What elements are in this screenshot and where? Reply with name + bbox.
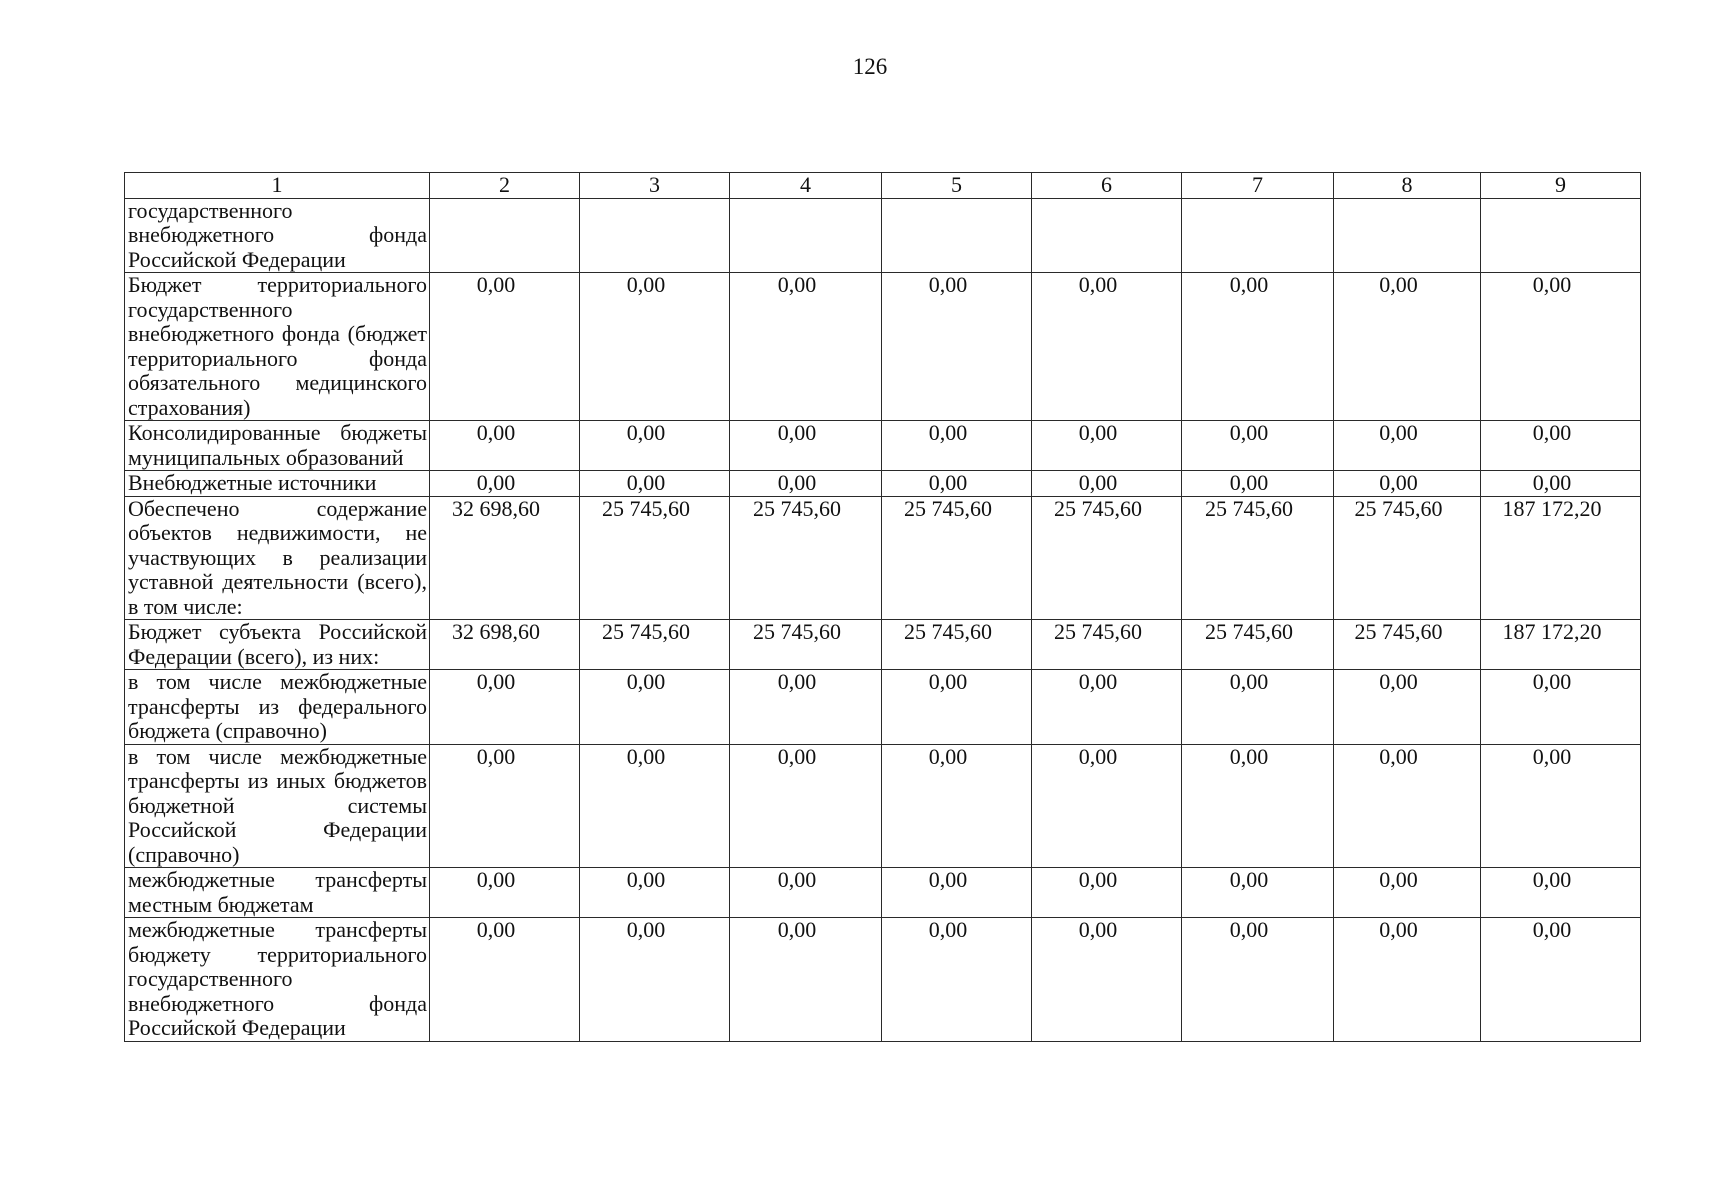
budget-table-body	[125, 173, 1641, 1042]
value-cell: 0,00	[430, 918, 580, 1042]
value-cell	[1182, 198, 1334, 273]
value-cell: 0,00	[730, 744, 882, 868]
row-label: Обеспечено содержание объектов недвижимости, не участвующих в реализации уставной деятельности (всего), в том числе:	[125, 496, 430, 620]
value-cell: 0,00	[1032, 744, 1182, 868]
value-cell: 0,00	[730, 421, 882, 471]
column-number: 5	[882, 173, 1032, 199]
value-cell	[430, 198, 580, 273]
value-cell: 25 745,60	[1334, 496, 1481, 620]
table-row	[125, 670, 1641, 745]
value-cell: 0,00	[430, 421, 580, 471]
value-cell: 0,00	[730, 868, 882, 918]
value-cell	[580, 198, 730, 273]
value-cell: 187 172,20	[1481, 496, 1641, 620]
value-cell: 0,00	[1182, 471, 1334, 497]
value-cell: 0,00	[882, 471, 1032, 497]
value-cell: 32 698,60	[430, 620, 580, 670]
value-cell: 0,00	[1182, 918, 1334, 1042]
table-row	[125, 496, 1641, 620]
value-cell: 0,00	[580, 471, 730, 497]
table-row	[125, 918, 1641, 1042]
budget-table	[124, 172, 1641, 1042]
value-cell: 0,00	[580, 918, 730, 1042]
value-cell: 0,00	[1182, 868, 1334, 918]
value-cell	[1481, 198, 1641, 273]
value-cell: 0,00	[580, 868, 730, 918]
value-cell: 0,00	[430, 471, 580, 497]
table-row	[125, 273, 1641, 421]
value-cell: 0,00	[882, 421, 1032, 471]
column-number: 9	[1481, 173, 1641, 199]
value-cell: 0,00	[1481, 918, 1641, 1042]
table-row	[125, 620, 1641, 670]
row-label: межбюджетные трансферты местным бюджетам	[125, 868, 430, 918]
value-cell: 0,00	[882, 744, 1032, 868]
value-cell: 25 745,60	[730, 620, 882, 670]
table-row	[125, 868, 1641, 918]
page-number: 126	[852, 54, 888, 79]
value-cell: 0,00	[1182, 670, 1334, 745]
table-row	[125, 198, 1641, 273]
value-cell: 25 745,60	[1182, 620, 1334, 670]
value-cell: 0,00	[580, 421, 730, 471]
value-cell: 0,00	[730, 273, 882, 421]
value-cell: 0,00	[430, 868, 580, 918]
value-cell	[1032, 198, 1182, 273]
table-row	[125, 421, 1641, 471]
value-cell: 0,00	[580, 744, 730, 868]
value-cell: 0,00	[1182, 744, 1334, 868]
value-cell: 25 745,60	[730, 496, 882, 620]
value-cell: 25 745,60	[882, 620, 1032, 670]
value-cell: 0,00	[430, 670, 580, 745]
value-cell: 0,00	[1334, 471, 1481, 497]
value-cell: 0,00	[1334, 918, 1481, 1042]
column-number: 6	[1032, 173, 1182, 199]
row-label: в том числе межбюджетные трансферты из федерального бюджета (справочно)	[125, 670, 430, 745]
value-cell: 25 745,60	[580, 620, 730, 670]
value-cell: 0,00	[1481, 744, 1641, 868]
value-cell: 25 745,60	[1334, 620, 1481, 670]
value-cell: 0,00	[730, 670, 882, 745]
value-cell: 0,00	[882, 670, 1032, 745]
value-cell: 25 745,60	[580, 496, 730, 620]
row-label: Консолидированные бюджеты муниципальных образований	[125, 421, 430, 471]
value-cell: 0,00	[1032, 421, 1182, 471]
value-cell: 0,00	[1481, 273, 1641, 421]
column-number: 3	[580, 173, 730, 199]
value-cell: 25 745,60	[1032, 496, 1182, 620]
value-cell: 0,00	[1334, 744, 1481, 868]
row-label: государственного внебюджетного фонда Российской Федерации	[125, 198, 430, 273]
value-cell	[882, 198, 1032, 273]
value-cell: 0,00	[1334, 421, 1481, 471]
value-cell: 32 698,60	[430, 496, 580, 620]
value-cell: 0,00	[1182, 421, 1334, 471]
row-label: межбюджетные трансферты бюджету территориального государственного внебюджетного фонда Российской Федерации	[125, 918, 430, 1042]
value-cell: 0,00	[580, 273, 730, 421]
column-number: 2	[430, 173, 580, 199]
value-cell: 0,00	[1481, 421, 1641, 471]
value-cell: 0,00	[882, 868, 1032, 918]
value-cell: 0,00	[1032, 670, 1182, 745]
value-cell: 0,00	[730, 471, 882, 497]
row-label: в том числе межбюджетные трансферты из иных бюджетов бюджетной системы Российской Федерации (справочно)	[125, 744, 430, 868]
row-label: Бюджет субъекта Российской Федерации (всего), из них:	[125, 620, 430, 670]
value-cell: 25 745,60	[882, 496, 1032, 620]
column-number-row	[125, 173, 1641, 199]
value-cell	[1334, 198, 1481, 273]
table-row	[125, 471, 1641, 497]
value-cell: 0,00	[1334, 868, 1481, 918]
table-row	[125, 744, 1641, 868]
value-cell: 0,00	[1182, 273, 1334, 421]
value-cell: 0,00	[882, 918, 1032, 1042]
column-number: 7	[1182, 173, 1334, 199]
row-label: Внебюджетные источники	[125, 471, 430, 497]
value-cell: 0,00	[430, 744, 580, 868]
value-cell: 0,00	[430, 273, 580, 421]
column-number: 4	[730, 173, 882, 199]
value-cell: 0,00	[1481, 868, 1641, 918]
value-cell: 0,00	[1032, 868, 1182, 918]
column-number: 8	[1334, 173, 1481, 199]
column-number: 1	[125, 173, 430, 199]
value-cell: 0,00	[1334, 670, 1481, 745]
value-cell: 0,00	[1032, 918, 1182, 1042]
value-cell: 187 172,20	[1481, 620, 1641, 670]
value-cell: 0,00	[1481, 471, 1641, 497]
value-cell: 0,00	[1032, 273, 1182, 421]
value-cell: 0,00	[1334, 273, 1481, 421]
value-cell: 25 745,60	[1032, 620, 1182, 670]
value-cell: 25 745,60	[1182, 496, 1334, 620]
value-cell: 0,00	[580, 670, 730, 745]
value-cell	[730, 198, 882, 273]
value-cell: 0,00	[1481, 670, 1641, 745]
value-cell: 0,00	[730, 918, 882, 1042]
value-cell: 0,00	[1032, 471, 1182, 497]
row-label: Бюджет территориального государственного внебюджетного фонда (бюджет территориального фонда обязательного медицинского страхования)	[125, 273, 430, 421]
value-cell: 0,00	[882, 273, 1032, 421]
